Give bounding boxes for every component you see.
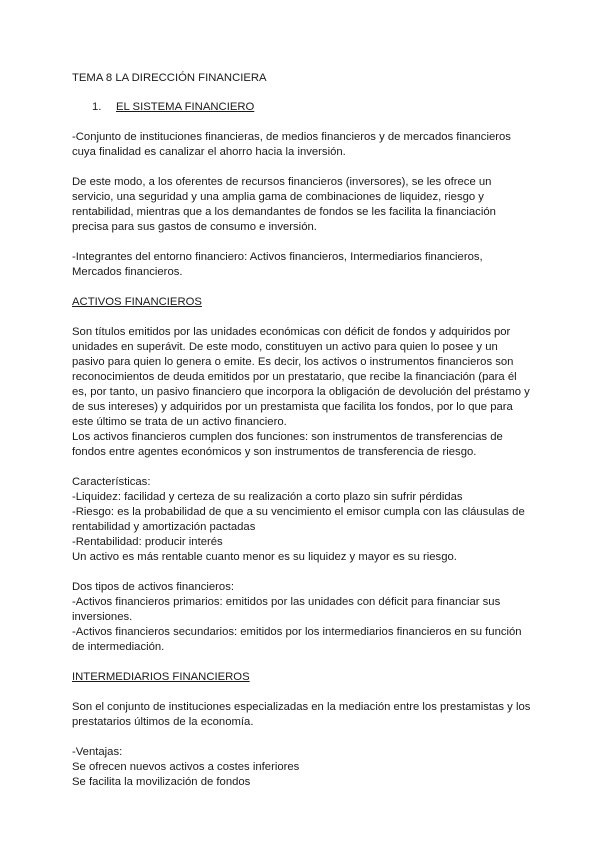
paragraph: Un activo es más rentable cuanto menor es su liquidez y mayor es su riesgo. (72, 551, 457, 563)
paragraph: Son el conjunto de instituciones especializadas en la mediación entre los prestamistas y los prestatarios últimos de la economía. (72, 701, 531, 728)
list-item: Se ofrecen nuevos activos a costes inferiores (72, 761, 300, 773)
paragraph: Los activos financieros cumplen dos funciones: son instrumentos de transferencias de fondos entre agentes económicos y son instrumentos de transferencia de riesgo. (72, 431, 503, 458)
list-item: -Riesgo: es la probabilidad de que a su vencimiento el emisor cumpla con las cláusulas de rentabilidad y amortización pactadas (72, 506, 525, 533)
list-heading: -Ventajas: (72, 746, 123, 758)
section-heading-sistema-financiero (72, 100, 532, 115)
list-item: -Activos financieros secundarios: emitidos por los intermediarios financieros en su función de intermediación. (72, 626, 522, 653)
document-body (72, 71, 532, 790)
list-heading: Dos tipos de activos financieros: (72, 581, 235, 593)
list-item: -Activos financieros primarios: emitidos por las unidades con déficit para financiar sus inversiones. (72, 596, 501, 623)
document-title: TEMA 8 LA DIRECCIÓN FINANCIERA (72, 72, 267, 84)
section-heading-text: EL SISTEMA FINANCIERO (116, 101, 255, 113)
paragraph: De este modo, a los oferentes de recursos financieros (inversores), se les ofrece un servicio, una seguridad y una amplia gama de combinaciones de liquidez, riesgo y rentabilidad, mientras que a los demandantes de fondos se les facilita la financiación precisa para sus gastos de consumo e inversión. (72, 176, 496, 233)
paragraph: -Conjunto de instituciones financieras, de medios financieros y de mercados financieros cuya finalidad es canalizar el ahorro hacia la inversión. (72, 131, 511, 158)
list-heading: Características: (72, 476, 151, 488)
paragraph: Son títulos emitidos por las unidades económicas con déficit de fondos y adquiridos por unidades en superávit. De este modo, constituyen un activo para quien lo posee y un pasivo para quien lo genera o emite. Es decir, los activos o instrumentos financieros son reconocimientos de deuda emitidos por un prestatario, que recibe la financiación (para él es, por tanto, un pasivo financiero que incorpora la obligación de devolución del préstamo y de sus intereses) y adquiridos por un prestamista que facilita los fondos, por lo que para este último se trata de un activo financiero. (72, 326, 530, 428)
list-item: -Rentabilidad: producir interés (72, 536, 223, 548)
list-item: -Liquidez: facilidad y certeza de su realización a corto plazo sin sufrir pérdidas (72, 491, 463, 503)
paragraph: -Integrantes del entorno financiero: Activos financieros, Intermediarios financieros, Mercados financieros. (72, 251, 483, 278)
subheading-activos-financieros: ACTIVOS FINANCIEROS (72, 296, 202, 308)
section-number: 1. (92, 101, 102, 113)
subheading-intermediarios-financieros: INTERMEDIARIOS FINANCIEROS (72, 671, 250, 683)
list-item: Se facilita la movilización de fondos (72, 776, 251, 788)
